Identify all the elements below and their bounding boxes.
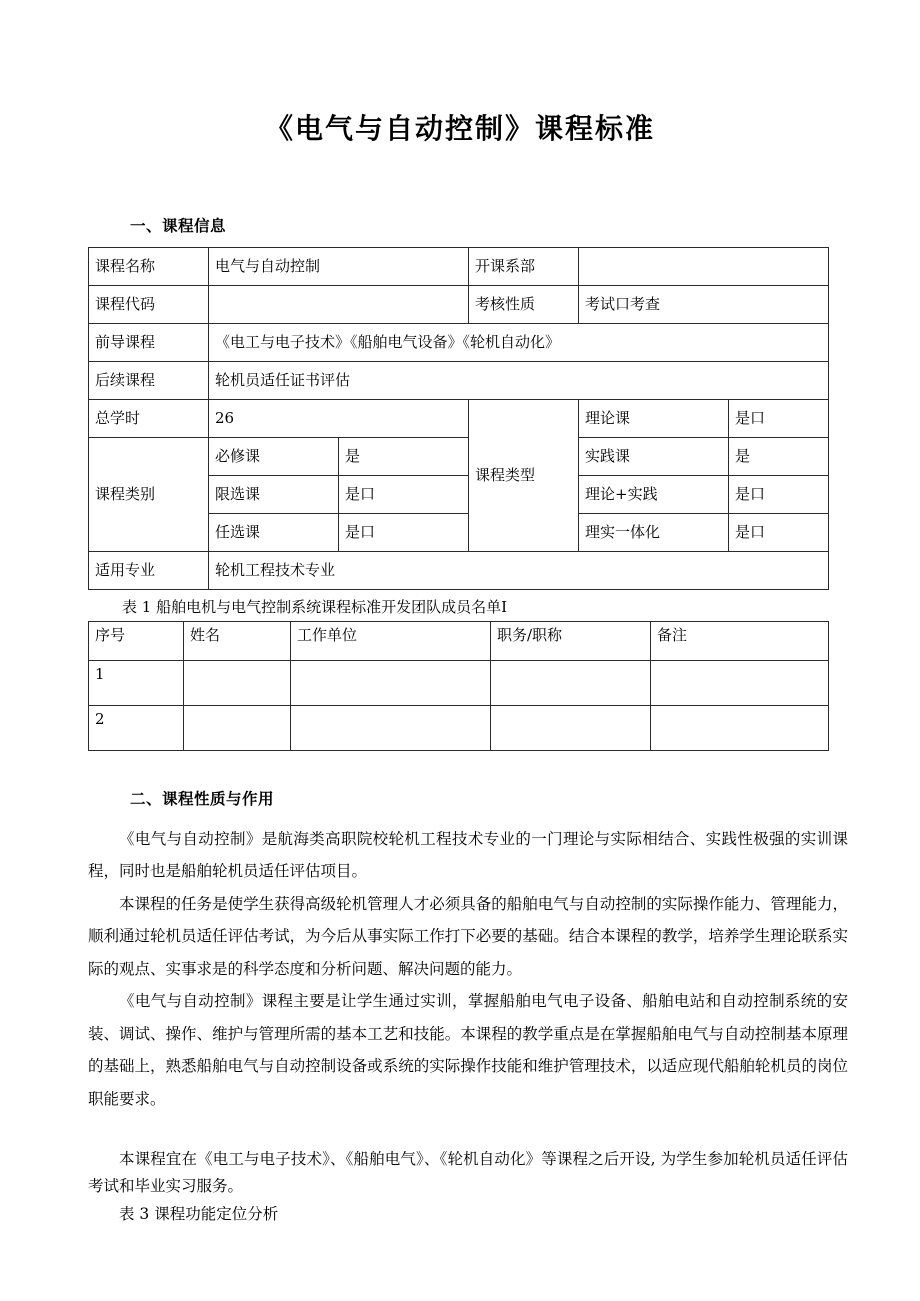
table-row [89,705,829,750]
table-row [89,399,829,437]
paragraph-course-sequence: 本课程宜在《电工与电子技术》、《船舶电气》、《轮机自动化》等课程之后开设, 为学生参加轮机员适任评估考试和毕业实习服务。 [88,1149,848,1195]
section-heading-course-info: 一、课程信息 [130,216,227,235]
label-course-code: 课程代码 [89,285,209,323]
table-row [89,285,829,323]
column-header-work-unit: 工作单位 [291,621,491,660]
paragraph-course-nature: 《电气与自动控制》是航海类高职院校轮机工程技术专业的一门理论与实际相结合、实践性极强的实训课程，同时也是船舶轮机员适任评估项目。 [88,829,848,881]
cell-name [184,705,291,750]
table-row [89,361,829,399]
label-total-hours: 总学时 [89,399,209,437]
column-header-name: 姓名 [184,621,291,660]
page-title: 《电气与自动控制》课程标准 [264,112,655,145]
label-course-name: 课程名称 [89,247,209,285]
value-type-practice: 是 [729,437,829,475]
table-row [89,247,829,285]
value-prerequisite-courses: 《电工与电子技术》《船舶电气设备》《轮机自动化》 [209,323,829,361]
table-row [89,660,829,705]
table-header-row [89,621,829,660]
value-assessment-type: 考试口考查 [579,285,829,323]
value-department [579,247,829,285]
value-course-name: 电气与自动控制 [209,247,469,285]
cell-title [491,705,651,750]
team-members-table [88,621,829,751]
table-row [89,551,829,589]
cell-no: 1 [89,660,184,705]
course-info-table [88,247,829,590]
value-follow-up-courses: 轮机员适任证书评估 [209,361,829,399]
cell-no: 2 [89,705,184,750]
table-row [89,323,829,361]
column-header-remark: 备注 [651,621,829,660]
label-applicable-major: 适用专业 [89,551,209,589]
value-category-elective: 是口 [339,513,469,551]
section-heading-nature-and-role: 二、课程性质与作用 [130,789,275,808]
paragraph-course-task: 本课程的任务是使学生获得高级轮机管理人才必须具备的船舶电气与自动控制的实际操作能力、管理能力，顺利通过轮机员适任评估考试，为今后从事实际工作打下必要的基础。结合本课程的教学，培养学生理论联系实际的观点、实事求是的科学态度和分析问题、解决问题的能力。 [88,894,848,978]
cell-name [184,660,291,705]
value-applicable-major: 轮机工程技术专业 [209,551,829,589]
label-prerequisite-courses: 前导课程 [89,323,209,361]
paragraph-course-content: 《电气与自动控制》课程主要是让学生通过实训，掌握船舶电气电子设备、船舶电站和自动控制系统的安装、调试、操作、维护与管理所需的基本工艺和技能。本课程的教学重点是在掌握船舶电气与自动控制基本原理的基础上，熟悉船舶电气与自动控制设备或系统的实际操作技能和维护管理技术，以适应现代船舶轮机员的岗位职能要求。 [88,992,848,1108]
table-row [89,437,829,475]
value-type-integrated: 是口 [729,513,829,551]
cell-work-unit [291,660,491,705]
label-assessment-type: 考核性质 [469,285,579,323]
label-department: 开课系部 [469,247,579,285]
value-total-hours: 26 [209,399,469,437]
label-type-integrated: 理实一体化 [579,513,729,551]
cell-title [491,660,651,705]
team-table-caption: 表 1 船舶电机与电气控制系统课程标准开发团队成员名单Ⅰ [122,597,508,616]
label-category-required: 必修课 [209,437,339,475]
column-header-title: 职务/职称 [491,621,651,660]
label-type-theory: 理论课 [579,399,729,437]
cell-work-unit [291,705,491,750]
column-header-no: 序号 [89,621,184,660]
label-course-type: 课程类型 [469,399,579,551]
value-type-theory: 是口 [729,399,829,437]
cell-remark [651,660,829,705]
value-category-required: 是 [339,437,469,475]
label-type-practice: 实践课 [579,437,729,475]
function-analysis-caption: 表 3 课程功能定位分析 [119,1204,279,1223]
cell-remark [651,705,829,750]
label-follow-up-courses: 后续课程 [89,361,209,399]
value-course-code [209,285,469,323]
value-category-restricted: 是口 [339,475,469,513]
label-category-elective: 任选课 [209,513,339,551]
label-type-theory-practice: 理论+实践 [579,475,729,513]
label-category-restricted: 限选课 [209,475,339,513]
label-course-category: 课程类别 [89,437,209,551]
value-type-theory-practice: 是口 [729,475,829,513]
